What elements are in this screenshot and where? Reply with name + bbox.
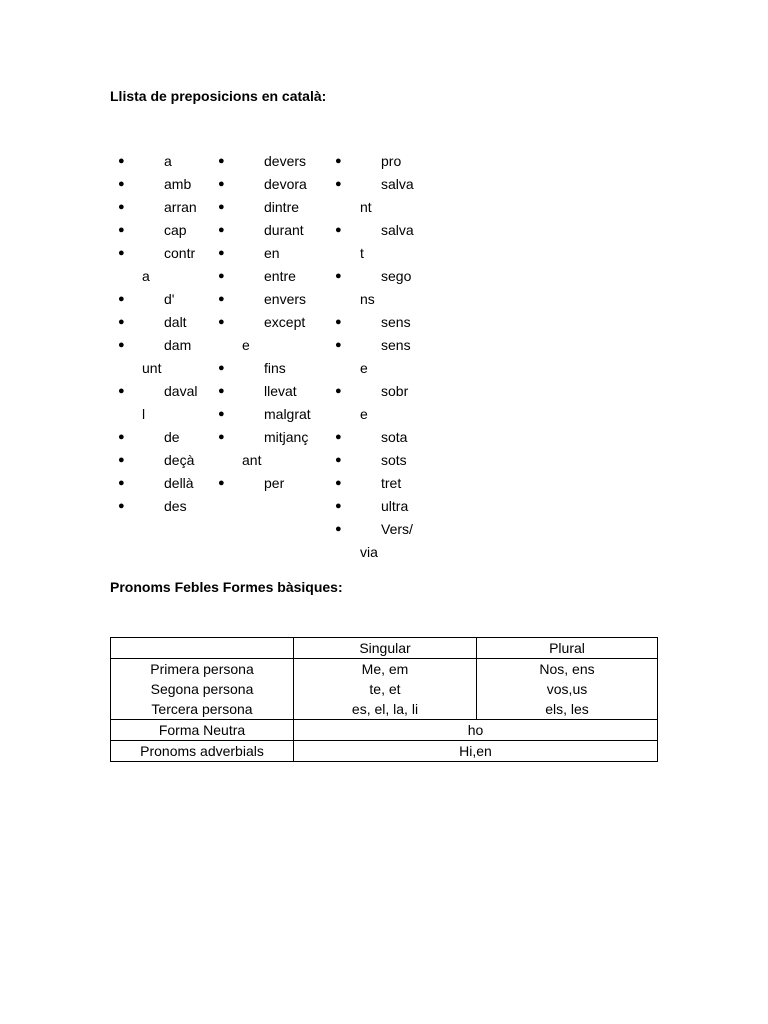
singular-form: Me, em [361, 661, 409, 677]
table-cell: ho [294, 720, 658, 741]
table-row [111, 741, 658, 762]
person-label: Tercera persona [151, 701, 253, 717]
table-cell: Hi,en [294, 741, 658, 762]
table-row [111, 720, 658, 741]
table-cell: Pronoms adverbials [111, 741, 294, 762]
plural-form: Nos, ens [539, 661, 595, 677]
plural-form: els, les [545, 701, 589, 717]
pronouns-table [110, 637, 658, 762]
singular-form: te, et [369, 681, 401, 697]
table-row [111, 659, 658, 720]
prepositions-heading: Llista de preposicions en català: [110, 88, 327, 104]
person-label: Segona persona [150, 681, 254, 697]
table-cell [111, 659, 294, 720]
singular-form: es, el, la, li [351, 701, 419, 717]
pronouns-heading: Pronoms Febles Formes bàsiques: [110, 579, 343, 595]
table-cell [477, 659, 658, 720]
table-header-cell: Plural [477, 638, 658, 659]
table-header-cell [111, 638, 294, 659]
table-header-row [111, 638, 658, 659]
person-label: Primera persona [150, 661, 254, 677]
table-cell: Forma Neutra [111, 720, 294, 741]
plural-form: vos,us [546, 681, 588, 697]
table-cell [294, 659, 477, 720]
table-header-cell: Singular [294, 638, 477, 659]
